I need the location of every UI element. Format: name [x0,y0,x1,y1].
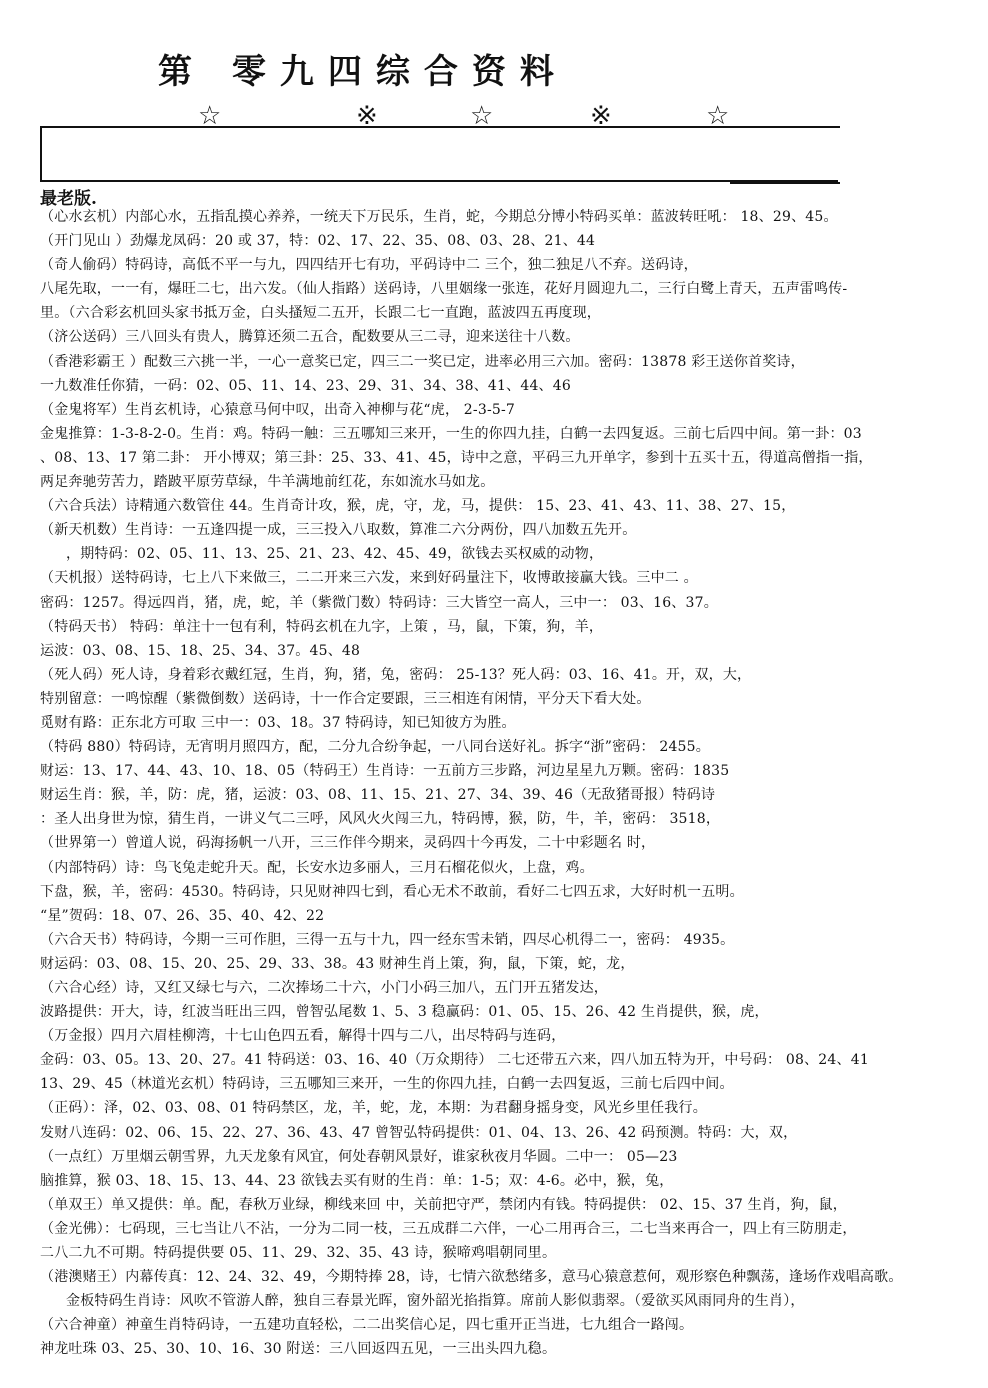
text-line: （正码）：泽，02、03、08、01 特码禁区，龙，羊，蛇，龙，本期：为君翻身摇身变，风光乡里任我行。 [40,1100,707,1117]
text-line: 发财八连码：02、06、15、22、27、36、43、47 曾智弘特码提供：01、04、13、26、42 码预测。特码：大，双， [40,1124,798,1141]
text-line: （特码天书） 特码：单注十一包有利，特码玄机在九字，上策 ，马，鼠，下策，狗，羊， [40,618,604,635]
text-line: （香港彩霸王 ）配数三六挑一半，一心一意奖已定，四三二一奖已定，进率必用三六加。密码：13878 彩王送你首奖诗， [40,353,805,370]
text-line: 财运生肖：猴，羊，防：虎，猪，运波：03、08、11、15、21、27、34、39、46（无敌猪哥报）特码诗 [40,787,716,804]
asterisk-icon: ※ [356,101,378,131]
text-line: 神龙吐珠 03、25、30、10、16、30 附送：三八回返四五见，一三出头四九稳。 [40,1341,557,1358]
text-line: 下盘，猴，羊，密码：4530。特码诗，只见财神四七到，看心无术不敢前，看好二七四五求，大好时机一五明。 [40,883,744,900]
text-line: （新天机数）生肖诗：一五逢四提一成，三三投入八取数，算准二六分两份，四八加数五先开。 [40,522,637,539]
edition-label: 最老版. [40,189,97,209]
text-line: （世界第一）曾道人说，码海扬帆一八开，三三作伴今期来，灵码四十今再发，二十中彩题名 时， [40,835,656,852]
text-line: （一点红）万里烟云朝雪界，九天龙象有风宜，何处春朝风景好，谁家秋夜月华圆。二中一： 05—23 [40,1148,678,1165]
text-line: 财运：13、17、44、43、10、18、05（特码王）生肖诗：一五前方三步路，河边星星九万颗。密码：1835 [40,763,730,780]
text-line: 特别留意：一鸣惊醒（紫微倒数）送码诗，十一作合定要跟，三三相连有闲情，平分天下看大处。 [40,690,651,707]
star-icon: ☆ [470,101,494,131]
text-line: 觅财有路：正东北方可取 三中一：03、18。37 特码诗，知已知彼方为胜。 [40,714,516,731]
header-box-right [730,126,840,184]
text-line: （六合天书）特码诗，今期一三可作胆，三得一五与十九，四一经东雪未销，四尽心机得二一，密码： 4935。 [40,931,735,948]
text-line: （济公送码）三八回头有贵人，腾算还须二五合，配数要从三二寻，迎来送往十八数。 [40,329,580,346]
text-line: （六合心经）诗，又红又绿七与六，二次捧场二十六，小门小码三加八，五门开五猪发达， [40,980,608,996]
text-line: （特码 880）特码诗，无宵明月照四方，配，二分九合纷争起，一八同台送好礼。拆字“浙”密码： 2455。 [40,739,710,756]
text-line: （心水玄机）内部心水，五指乱摸心养养，一统天下万民乐，生肖，蛇，今期总分博小特码买单：蓝波转旺吼： 18、29、45。 [40,209,838,225]
page-title: 第 零九四综合资料 [158,52,568,92]
header-box [40,126,838,182]
asterisk-icon: ※ [590,101,612,131]
text-line: （开门见山 ）劲爆龙凤码：20 或 37，特：02、17、22、35、08、03、28、21、44 [40,233,596,250]
text-line: 里。（六合彩玄机回头家书抵万金，白头搔短二五开，长跟二七一直跑，蓝波四五再度现， [40,305,601,322]
text-line: （死人码）死人诗，身着彩衣戴红冠，生肖，狗，猪，兔，密码： 25-13？死人码：03、16、41。开，双，大， [40,666,752,683]
text-line: （奇人偷码）特码诗，高低不平一与九，四四结开七有功，平码诗中二 三个，独二独足八不弃。送码诗， [40,257,698,274]
text-line: 二八二九不可期。特码提供要 05、11、29、32、35、43 诗，猴啼鸡唱朝同里。 [40,1245,557,1262]
text-line: 金板特码生肖诗：风吹不管游人醉，独自三春景光晖，窗外韶光掐指算。席前人影似翡翠。（爱欲买风雨同舟的生肖）， [66,1293,805,1310]
content-body [40,205,960,1362]
text-line: （万金报）四月六眉桂柳湾，十七山色四五看，解得十四与二八，出尽特码与连码， [40,1028,566,1045]
text-line: （港澳赌王）内幕传真：12、24、32、49，今期特捧 28，诗，七情六欲愁绪多，意马心猿意惹何，观形察色种飘荡，逢场作戏唱高歌。 [40,1269,903,1286]
text-line: 脑推算，猴 03、18、15、13、44、23 欲钱去买有财的生肖：单：1-5；双：4-6。必中，猴，兔， [40,1172,674,1189]
star-icon: ☆ [198,101,222,131]
text-line: （内部特码）诗：鸟飞兔走蛇升天。配，长安水边多丽人，三月石榴花似火，上盘，鸡。 [40,859,594,876]
text-line: “星”贺码：18、07、26、35、40、42、22 [40,907,325,924]
text-line: （单双王）单又提供：单。配，春秋万业绿，柳线来回 中，关前把守严，禁闭内有钱。特码提供： 02、15、37 生肖，狗，鼠， [40,1196,847,1213]
text-line: （金光佛）：七码现，三七当让八不沾，一分为二同一枝，三五成群二六伴，一心二用再合三，二七当来再合一，四上有三防朋走， [40,1220,857,1237]
text-line: 波路提供：开大，诗，红波当旺出三四，曾智弘尾数 1、5、3 稳赢码：01、05、15、26、42 生肖提供，猴，虎， [40,1004,769,1021]
text-line: 财运码：03、08、15、20、25、29、33、38。43 财神生肖上策，狗，鼠，下策，蛇，龙， [40,955,635,972]
star-icon: ☆ [706,101,730,131]
text-line: （天机报）送特码诗，七上八下来做三，二二开来三六发，来到好码量注下，收博敢接赢大钱。三中二 。 [40,570,698,587]
text-line: ：圣人出身世为惊，猜生肖，一讲义气二三呼，风风火火闯三九，特码博，猴，防，牛，羊，密码： 3518， [40,811,721,828]
text-line: ，期特码：02、05、11、13、25、21、23、42、45、49，欲钱去买权威的动物， [66,546,604,563]
text-line: （六合神童）神童生肖特码诗，一五建功直轻松，二二出奖信心足，四七重开正当进，七九组合一路闯。 [40,1317,694,1334]
text-line: 两足奔驰劳苦力，踏跛平原劳草绿，牛羊满地前红花，东如流水马如龙。 [40,474,495,491]
text-line: （六合兵法）诗精通六数管住 44。生肖奇计攻，猴，虎，守，龙，马，提供： 15、23、41、43、11、38、27、15， [40,498,796,515]
text-line: 密码：1257。得远四肖，猪，虎，蛇，羊（紫微门数）特码诗：三大皆空一高人，三中一： 03、16、37。 [40,594,718,611]
text-line: 13、29、45（林道光玄机）特码诗，三五哪知三来开，一生的你四九挂，白鹤一去四复返，三前七后四中间。 [40,1076,734,1093]
text-line: 金鬼推算：1-3-8-2-0。生肖：鸡。特码一触：三五哪知三来开，一生的你四九挂，白鹤一去四复返。三前七后四中间。第一卦：03 [40,425,862,442]
text-line: （金鬼将军）生肖玄机诗，心猿意马何中叹，出奇入神柳与花“虎， 2-3-5-7 [40,401,516,418]
text-line: 、08、13、17 第二卦： 开小博双；第三卦：25、33、41、45，诗中之意，平码三九开单字，参到十五买十五，得道高僧指一指， [40,449,873,466]
text-line: 金码：03、05。13、20、27。41 特码送：03、16、40（万众期待） 二七还带五六来，四八加五特为开，中号码： 08、24、41 [40,1052,869,1069]
text-line: 八尾先取，一一有，爆旺二七，出六发。（仙人指路）送码诗，八里姻缘一张连，花好月圆迎九二，三行白鹭上青天，五声雷鸣传- [40,281,848,298]
text-line: 运波：03、08、15、18、25、34、37。45、48 [40,642,361,659]
text-line: 一九数准任你猜，一码：02、05、11、14、23、29、31、34、38、41、44、46 [40,377,571,394]
